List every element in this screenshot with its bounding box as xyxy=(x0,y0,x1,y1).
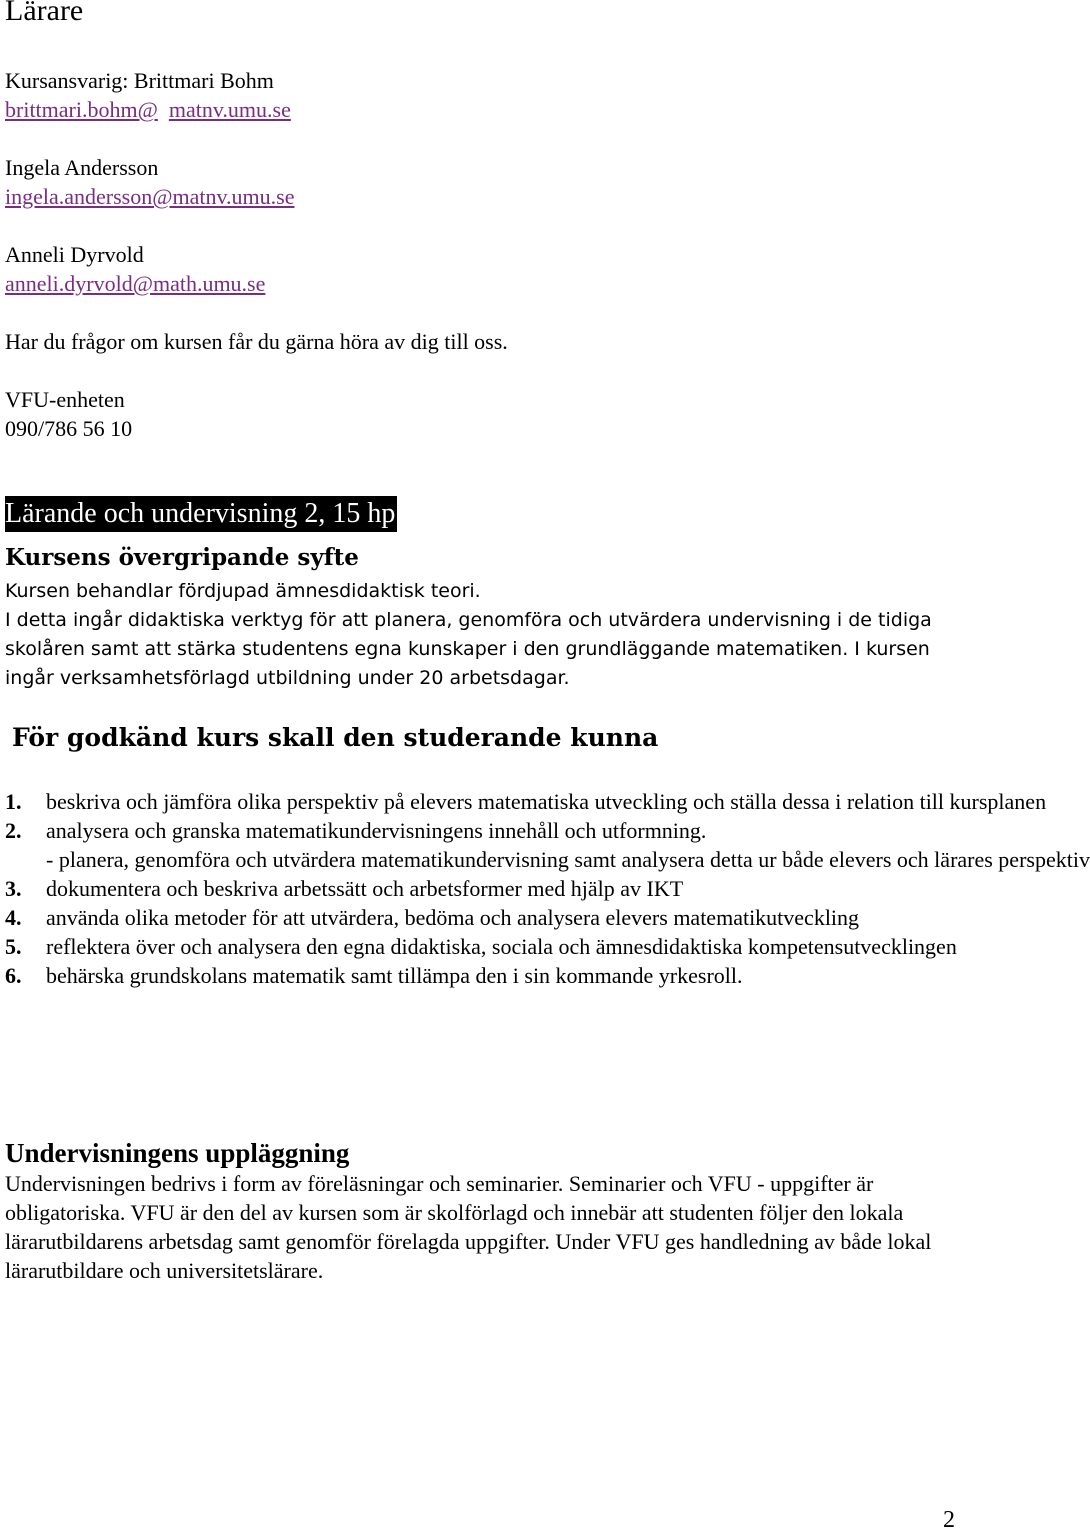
goal-number: 5. xyxy=(5,934,22,959)
goals-list xyxy=(5,787,1090,990)
teacher-name-anneli: Anneli Dyrvold xyxy=(5,242,144,267)
purpose-heading: Kursens övergripande syfte xyxy=(5,544,359,571)
teaching-text: Undervisningen bedrivs i form av föreläsningar och seminarier. Seminarier och VFU - uppgifter är obligatoriska. VFU är den del av kursen som är skolförlagd och innebär att studenten följer den lokala lärarutbildarens arbetsdag samt genomför förelagda uppgifter. Under VFU ges handledning av både lokal lärarutbildare och universitetslärare. xyxy=(5,1171,932,1283)
course-title: Lärande och undervisning 2, 15 hp xyxy=(5,496,397,532)
email-link-brittmari[interactable] xyxy=(5,95,291,124)
goal-number: 6. xyxy=(5,963,22,988)
teacher-name-ingela: Ingela Andersson xyxy=(5,155,159,180)
purpose-line-2: I detta ingår didaktiska verktyg för att planera, genomföra och utvärdera undervisning i de tidiga skolåren samt att stärka studentens egna kunskaper i den grundläggande matematiken. I kursen ingår verksamhetsförlagd utbildning under 20 arbetsdagar. xyxy=(5,609,932,689)
email-link-part1[interactable]: brittmari.bohm@ xyxy=(5,97,158,122)
email-link-part2[interactable]: matnv.umu.se xyxy=(168,97,291,122)
goal-text: reflektera över och analysera den egna didaktiska, sociala och ämnesdidaktiska kompetensutvecklingen xyxy=(46,934,957,959)
goals-heading: För godkänd kurs skall den studerande kunna xyxy=(12,723,659,752)
goal-text: dokumentera och beskriva arbetssätt och arbetsformer med hjälp av IKT xyxy=(46,876,684,901)
goal-item xyxy=(5,932,960,961)
page-number: 2 xyxy=(943,1507,955,1533)
goal-text: använda olika metoder för att utvärdera, bedöma och analysera elevers matematikutveckling xyxy=(46,905,860,930)
email-link-ingela[interactable]: ingela.andersson@matnv.umu.se xyxy=(5,184,295,209)
goal-text: analysera och granska matematikundervisningens innehåll och utformning. xyxy=(46,818,707,843)
teaching-heading: Undervisningens uppläggning xyxy=(5,1138,350,1168)
goal-text: beskriva och jämföra olika perspektiv på elevers matematiska utveckling och ställa dessa i relation till kursplanen xyxy=(46,789,1047,814)
questions-note: Har du frågor om kursen får du gärna höra av dig till oss. xyxy=(5,329,508,354)
vfu-phone: 090/786 56 10 xyxy=(5,416,133,441)
purpose-text xyxy=(5,577,955,693)
email-link-anneli[interactable]: anneli.dyrvold@math.umu.se xyxy=(5,271,266,296)
goal-item xyxy=(5,787,1047,816)
vfu-unit: VFU-enheten xyxy=(5,387,125,412)
goal-item xyxy=(5,816,960,845)
goal-number: 1. xyxy=(5,789,22,814)
goal-number: 4. xyxy=(5,905,22,930)
goal-text: - planera, genomföra och utvärdera matematikundervisning samt analysera detta ur både elevers och lärares perspektiv xyxy=(46,847,1090,872)
goal-item xyxy=(5,961,960,990)
purpose-line-1: Kursen behandlar fördjupad ämnesdidaktisk teori. xyxy=(5,580,481,602)
goal-text: behärska grundskolans matematik samt tillämpa den i sin kommande yrkesroll. xyxy=(46,963,743,988)
page-title: Lärare xyxy=(5,0,84,27)
course-responsible: Kursansvarig: Brittmari Bohm xyxy=(5,68,274,93)
goal-number: 2. xyxy=(5,818,22,843)
goal-number: 3. xyxy=(5,876,22,901)
goal-item xyxy=(5,903,960,932)
goal-item xyxy=(5,874,960,903)
goal-item xyxy=(5,845,1090,874)
